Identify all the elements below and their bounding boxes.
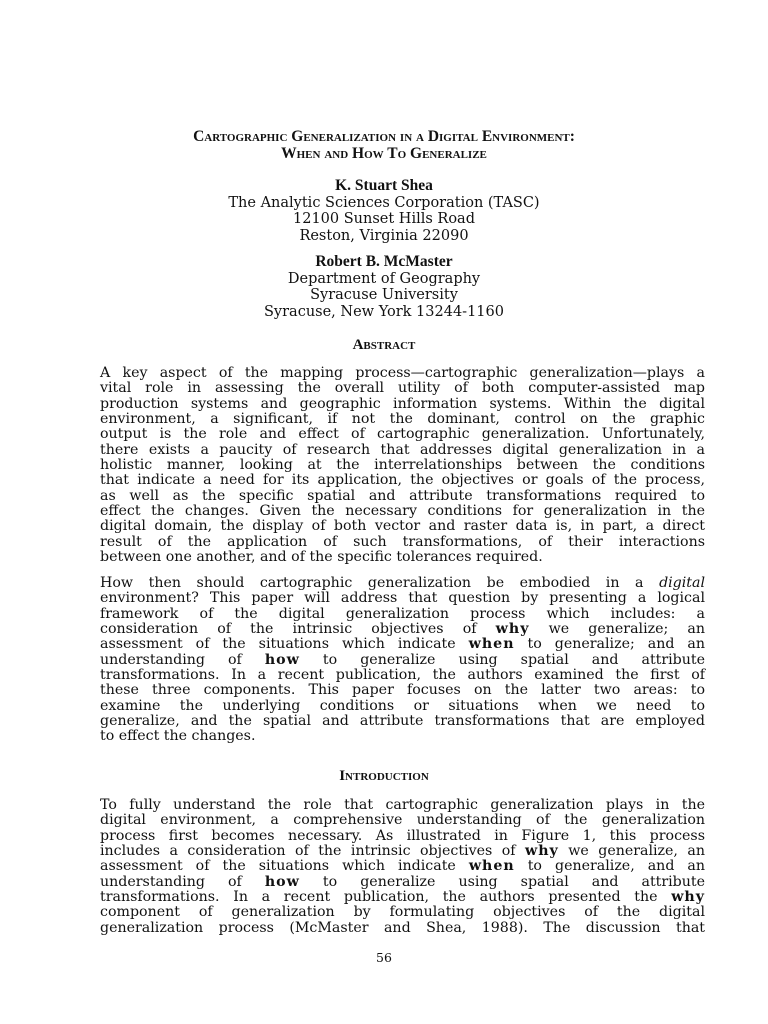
title-line-2: When and How To Generalize — [281, 145, 487, 162]
page-number: 56 — [376, 950, 392, 965]
text-line: environment? This paper will address that question by presenting a logical — [100, 590, 705, 607]
author-block-2 — [0, 254, 768, 320]
text-line: holistic manner, looking at the interrelationships between the conditions — [100, 457, 705, 474]
text-line: framework of the digital generalization process which includes: a — [100, 605, 705, 622]
emphasis-when: when — [468, 636, 515, 653]
text-line: environment, a significant, if not the dominant, control on the graphic — [100, 411, 705, 428]
text-line: vital role in assessing the overall utility of both computer-assisted map — [100, 380, 705, 397]
emphasis-why: why — [495, 621, 530, 638]
title-line-1: Cartographic Generalization in a Digital Environment: — [193, 128, 575, 145]
text-line: consideration of the intrinsic objectives of why we generalize; an — [100, 621, 706, 638]
emphasis-why: why — [671, 889, 705, 906]
author-block-1 — [0, 178, 768, 244]
text-line: between one another, and of the specific tolerances required. — [100, 549, 543, 566]
text-line: to effect the changes. — [100, 728, 256, 745]
text-line: understanding of how to generalize using spatial and attribute — [100, 651, 706, 668]
text-line: output is the role and effect of cartographic generalization. Unfortunately, — [100, 426, 705, 443]
text-line: transformations. In a recent publication, the authors presented the why — [100, 889, 705, 906]
text-line: component of generalization by formulating objectives of the digital — [100, 904, 705, 921]
text-line: digital environment, a comprehensive understanding of the generalization — [100, 812, 705, 829]
author-city: Reston, Virginia 22090 — [299, 227, 469, 244]
emphasis-when: when — [468, 858, 515, 875]
text-line: includes a consideration of the intrinsic objectives of why we generalize, an — [100, 843, 705, 860]
body-paragraph-2 — [100, 576, 705, 745]
author-address: Syracuse University — [310, 287, 458, 303]
body-paragraph-3 — [100, 798, 705, 936]
author-affiliation: Department of Geography — [287, 270, 481, 287]
text-line: there exists a paucity of research that addresses digital generalization in a — [100, 441, 705, 458]
text-line: that indicate a need for its application, the objectives or goals of the process, — [100, 472, 705, 489]
text-line: examine the underlying conditions or situations when we need to — [100, 697, 705, 714]
text-line: result of the application of such transformations, of their interactions — [100, 533, 705, 550]
text-line: production systems and geographic information systems. Within the digital — [100, 395, 705, 412]
text-line: transformations. In a recent publication, the authors examined the first of — [100, 667, 705, 684]
author-city: Syracuse, New York 13244-1160 — [264, 303, 504, 320]
text-line: assessment of the situations which indicate when to generalize; and an — [100, 636, 705, 653]
text-line: as well as the specific spatial and attribute transformations required to — [100, 487, 705, 504]
text-line: understanding of how to generalize using spatial and attribute — [100, 873, 706, 890]
emphasis-why: why — [524, 843, 559, 860]
emphasis-digital: digital — [659, 575, 705, 591]
text-line: process first becomes necessary. As illustrated in Figure 1, this process — [100, 827, 705, 844]
author-name: Robert B. McMaster — [315, 253, 453, 270]
text-line: these three components. This paper focuses on the latter two areas: to — [100, 682, 705, 699]
text-line: effect the changes. Given the necessary conditions for generalization in the — [100, 503, 705, 520]
abstract-paragraph — [100, 366, 705, 565]
text-line: assessment of the situations which indicate when to generalize, and an — [100, 858, 706, 875]
text-line: How then should cartographic generalization be embodied in a digital — [100, 575, 705, 591]
abstract-heading: Abstract — [352, 337, 416, 353]
text-line: generalize, and the spatial and attribute transformations that are employed — [100, 713, 705, 730]
text-line: A key aspect of the mapping process—cartographic generalization—plays a — [100, 365, 705, 381]
author-address: 12100 Sunset Hills Road — [293, 211, 475, 227]
emphasis-how: how — [264, 873, 300, 890]
text-line: digital domain, the display of both vector and raster data is, in part, a direct — [100, 518, 705, 535]
text-line: To fully understand the role that cartographic generalization plays in the — [100, 797, 705, 813]
author-name: K. Stuart Shea — [335, 177, 433, 194]
emphasis-how: how — [264, 651, 300, 668]
introduction-heading: Introduction — [339, 768, 429, 784]
paper-title — [0, 128, 768, 162]
text-line: generalization process (McMaster and Shea, 1988). The discussion that — [100, 919, 705, 936]
author-affiliation: The Analytic Sciences Corporation (TASC) — [228, 194, 540, 211]
